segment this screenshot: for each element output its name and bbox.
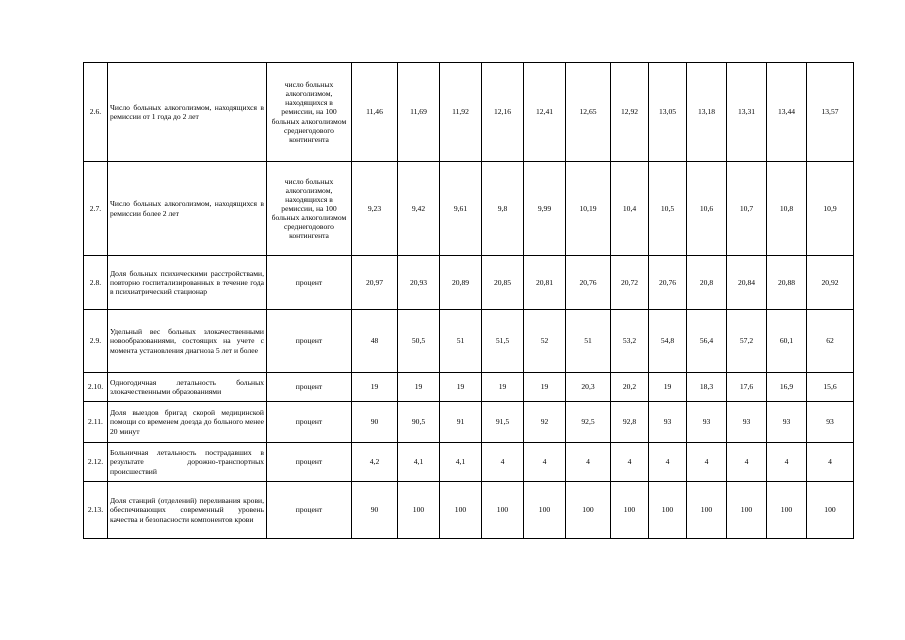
row-number: 2.8.	[84, 256, 108, 310]
value-cell: 54,8	[649, 310, 687, 373]
value-cell: 12,65	[566, 63, 611, 162]
value-cell: 4	[566, 443, 611, 482]
value-cell: 19	[524, 373, 566, 402]
value-cell: 12,41	[524, 63, 566, 162]
value-cell: 100	[524, 482, 566, 539]
value-cell: 10,6	[687, 162, 727, 256]
value-cell: 20,85	[482, 256, 524, 310]
row-number: 2.13.	[84, 482, 108, 539]
value-cell: 20,93	[398, 256, 440, 310]
value-cell: 48	[352, 310, 398, 373]
unit-of-measure: процент	[267, 402, 352, 443]
value-cell: 100	[687, 482, 727, 539]
value-cell: 20,81	[524, 256, 566, 310]
value-cell: 93	[807, 402, 854, 443]
indicator-name: Одногодичная летальность больных злокачественными образованиями	[108, 373, 267, 402]
value-cell: 20,8	[687, 256, 727, 310]
value-cell: 9,61	[440, 162, 482, 256]
value-cell: 10,5	[649, 162, 687, 256]
table-body	[84, 63, 854, 539]
indicator-name: Число больных алкоголизмом, находящихся в ремиссии от 1 года до 2 лет	[108, 63, 267, 162]
value-cell: 92	[524, 402, 566, 443]
unit-of-measure: процент	[267, 256, 352, 310]
value-cell: 20,76	[649, 256, 687, 310]
value-cell: 19	[440, 373, 482, 402]
value-cell: 9,99	[524, 162, 566, 256]
value-cell: 20,3	[566, 373, 611, 402]
value-cell: 100	[398, 482, 440, 539]
value-cell: 93	[687, 402, 727, 443]
value-cell: 100	[807, 482, 854, 539]
value-cell: 10,19	[566, 162, 611, 256]
value-cell: 100	[767, 482, 807, 539]
value-cell: 13,31	[727, 63, 767, 162]
value-cell: 57,2	[727, 310, 767, 373]
value-cell: 20,92	[807, 256, 854, 310]
row-number: 2.9.	[84, 310, 108, 373]
value-cell: 9,23	[352, 162, 398, 256]
value-cell: 93	[727, 402, 767, 443]
value-cell: 10,4	[611, 162, 649, 256]
value-cell: 11,69	[398, 63, 440, 162]
value-cell: 20,89	[440, 256, 482, 310]
value-cell: 13,44	[767, 63, 807, 162]
value-cell: 15,6	[807, 373, 854, 402]
value-cell: 10,9	[807, 162, 854, 256]
value-cell: 13,18	[687, 63, 727, 162]
unit-of-measure: число больных алкоголизмом, находящихся в ремиссии, на 100 больных алкоголизмом среднегодового контингента	[267, 63, 352, 162]
value-cell: 4	[524, 443, 566, 482]
value-cell: 13,57	[807, 63, 854, 162]
value-cell: 20,97	[352, 256, 398, 310]
table-row	[84, 256, 854, 310]
indicator-name: Больничная летальность пострадавших в результате дорожно-транспортных происшествий	[108, 443, 267, 482]
value-cell: 92,5	[566, 402, 611, 443]
unit-of-measure: процент	[267, 310, 352, 373]
row-number: 2.11.	[84, 402, 108, 443]
value-cell: 20,88	[767, 256, 807, 310]
value-cell: 100	[727, 482, 767, 539]
value-cell: 100	[649, 482, 687, 539]
value-cell: 16,9	[767, 373, 807, 402]
value-cell: 93	[649, 402, 687, 443]
value-cell: 91,5	[482, 402, 524, 443]
value-cell: 11,46	[352, 63, 398, 162]
value-cell: 60,1	[767, 310, 807, 373]
value-cell: 10,8	[767, 162, 807, 256]
value-cell: 4	[482, 443, 524, 482]
indicators-table	[83, 62, 854, 539]
value-cell: 51	[566, 310, 611, 373]
value-cell: 20,76	[566, 256, 611, 310]
indicator-name: Доля выездов бригад скорой медицинской помощи со временем доезда до больного менее 20 минут	[108, 402, 267, 443]
table-row	[84, 63, 854, 162]
value-cell: 4	[687, 443, 727, 482]
value-cell: 12,16	[482, 63, 524, 162]
value-cell: 19	[352, 373, 398, 402]
table-row	[84, 162, 854, 256]
value-cell: 12,92	[611, 63, 649, 162]
value-cell: 19	[482, 373, 524, 402]
value-cell: 9,8	[482, 162, 524, 256]
value-cell: 56,4	[687, 310, 727, 373]
value-cell: 19	[649, 373, 687, 402]
table-row	[84, 482, 854, 539]
value-cell: 20,2	[611, 373, 649, 402]
row-number: 2.6.	[84, 63, 108, 162]
value-cell: 62	[807, 310, 854, 373]
indicator-name: Число больных алкоголизмом, находящихся в ремиссии более 2 лет	[108, 162, 267, 256]
value-cell: 93	[767, 402, 807, 443]
row-number: 2.7.	[84, 162, 108, 256]
value-cell: 51	[440, 310, 482, 373]
value-cell: 52	[524, 310, 566, 373]
value-cell: 4	[727, 443, 767, 482]
table-row	[84, 402, 854, 443]
value-cell: 50,5	[398, 310, 440, 373]
row-number: 2.12.	[84, 443, 108, 482]
value-cell: 100	[566, 482, 611, 539]
value-cell: 18,3	[687, 373, 727, 402]
table-row	[84, 443, 854, 482]
value-cell: 4	[649, 443, 687, 482]
value-cell: 51,5	[482, 310, 524, 373]
value-cell: 10,7	[727, 162, 767, 256]
row-number: 2.10.	[84, 373, 108, 402]
value-cell: 90	[352, 482, 398, 539]
unit-of-measure: число больных алкоголизмом, находящихся в ремиссии, на 100 больных алкоголизмом среднегодового контингента	[267, 162, 352, 256]
value-cell: 4	[611, 443, 649, 482]
value-cell: 20,72	[611, 256, 649, 310]
value-cell: 90,5	[398, 402, 440, 443]
table-row	[84, 310, 854, 373]
unit-of-measure: процент	[267, 443, 352, 482]
unit-of-measure: процент	[267, 482, 352, 539]
value-cell: 90	[352, 402, 398, 443]
unit-of-measure: процент	[267, 373, 352, 402]
value-cell: 20,84	[727, 256, 767, 310]
value-cell: 4	[767, 443, 807, 482]
indicator-name: Доля станций (отделений) переливания крови, обеспечивающих современный уровень качества и безопасности компонентов крови	[108, 482, 267, 539]
value-cell: 4	[807, 443, 854, 482]
value-cell: 9,42	[398, 162, 440, 256]
value-cell: 13,05	[649, 63, 687, 162]
value-cell: 17,6	[727, 373, 767, 402]
indicator-name: Удельный вес больных злокачественными новообразованиями, состоящих на учете с момента установления диагноза 5 лет и более	[108, 310, 267, 373]
value-cell: 91	[440, 402, 482, 443]
value-cell: 4,2	[352, 443, 398, 482]
table-row	[84, 373, 854, 402]
value-cell: 53,2	[611, 310, 649, 373]
value-cell: 100	[440, 482, 482, 539]
value-cell: 100	[482, 482, 524, 539]
value-cell: 4,1	[398, 443, 440, 482]
value-cell: 4,1	[440, 443, 482, 482]
value-cell: 11,92	[440, 63, 482, 162]
value-cell: 100	[611, 482, 649, 539]
value-cell: 92,8	[611, 402, 649, 443]
value-cell: 19	[398, 373, 440, 402]
indicator-name: Доля больных психическими расстройствами, повторно госпитализированных в течение года в психиатрический стационар	[108, 256, 267, 310]
